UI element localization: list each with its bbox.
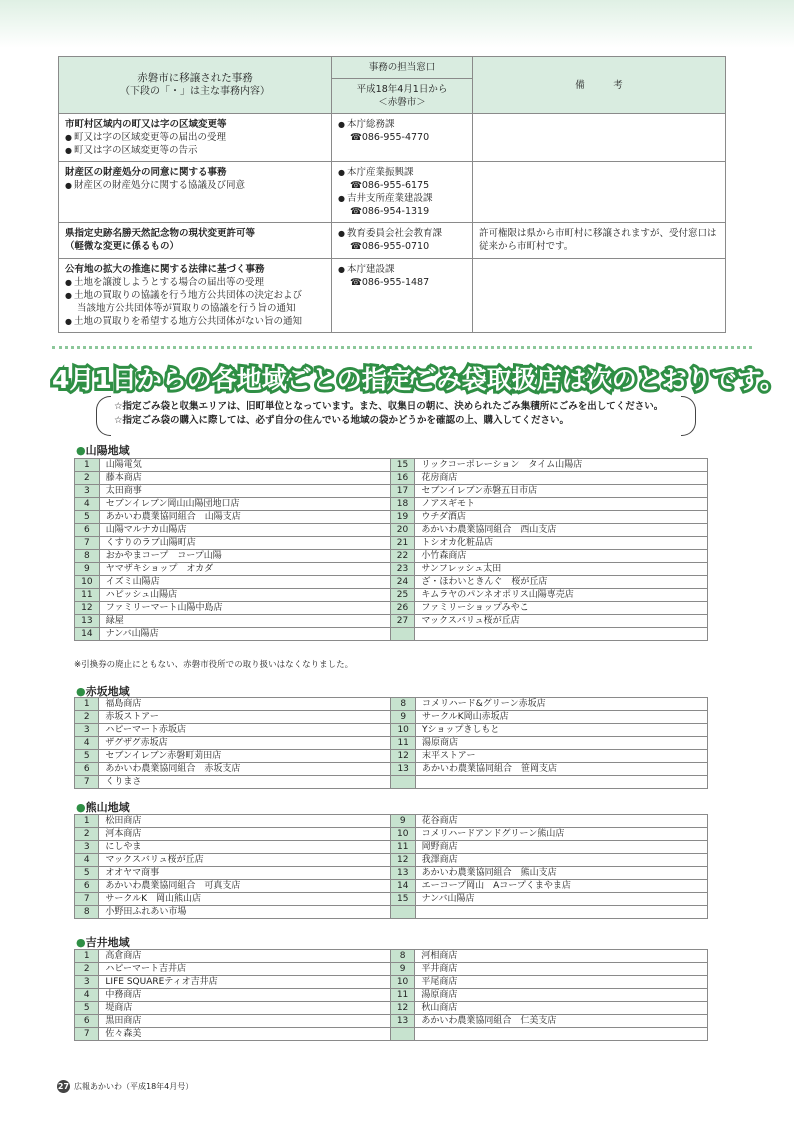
shop-name [416,776,708,789]
shop-name: あかいわ農業協同組合 赤坂支店 [99,763,391,776]
shop-number: 2 [75,472,100,485]
table-row [75,906,708,919]
table-row [75,602,708,615]
shop-number [390,628,415,641]
phone-number: ☎086-955-0710 [350,241,430,252]
shop-number [390,906,415,919]
table-row [75,1002,708,1015]
shop-table [74,697,708,789]
shop-table [74,458,708,641]
shop-name: 山陽電気 [99,459,390,472]
shop-number: 20 [390,524,415,537]
shop-number: 9 [390,815,415,828]
shop-name: コメリハード&グリーン赤坂店 [416,698,708,711]
shop-number: 18 [390,498,415,511]
shop-number: 3 [75,841,99,854]
table-row [75,776,708,789]
table-row [75,841,708,854]
table-row [75,472,708,485]
shop-number: 12 [390,1002,415,1015]
shop-name: 山陽マルナカ山陽店 [99,524,390,537]
shop-name: LIFE SQUAREティオ吉井店 [99,976,390,989]
shop-number: 12 [75,602,100,615]
shop-name: 太田商事 [99,485,390,498]
table-row [75,711,708,724]
footnote: ※引換券の廃止にともない、赤磐市役所での取り扱いはなくなりました。 [74,660,354,670]
table-row [75,1015,708,1028]
shop-number: 3 [75,485,100,498]
shop-number: 11 [391,737,416,750]
shop-name: セブンイレブン赤磐五日市店 [415,485,708,498]
shop-name: 我澤商店 [415,854,707,867]
table-row [75,459,708,472]
shop-name: Yショップきしもと [416,724,708,737]
shop-name: くりまさ [99,776,391,789]
shop-number: 23 [390,563,415,576]
shop-name: 河相商店 [415,950,708,963]
shop-number: 5 [75,867,99,880]
shop-name: 中務商店 [99,989,390,1002]
shop-number: 1 [75,815,99,828]
shop-number: 14 [75,628,100,641]
shop-number: 12 [390,854,415,867]
phone-number: ☎086-955-1487 [350,277,430,288]
page-label: 広報あかいわ（平成18年4月号） [74,1082,194,1091]
phone-number: ☎086-955-4770 [350,132,430,143]
shop-name: 松田商店 [99,815,391,828]
shop-name: マックスバリュ桜が丘店 [99,854,391,867]
shop-number: 9 [391,711,416,724]
table-row [75,511,708,524]
phone-number: ☎086-954-1319 [350,206,430,217]
table-row [75,893,708,906]
table-row [75,524,708,537]
duty-row: 公有地の拡大の推進に関する法律に基づく事務 ● 土地を譲渡しようとする場合の届出等の受理 ● 土地の買取りの協議を行う地方公共団体の決定および 当該地方公共団体等が買取りの協議を行う旨の通知 ● 土地の買取りを希望する地方公共団体がない旨の通知 ● 本庁建設課 ☎086-955-1487 [59,259,726,333]
table-row [75,867,708,880]
col1-header: 赤磐市に移譲された事務 （下段の「・」は主な事務内容） [59,57,332,114]
shop-name: マックスバリュ桜が丘店 [415,615,708,628]
table-row [75,815,708,828]
shop-number: 4 [75,737,99,750]
shop-number: 3 [75,724,99,737]
shop-table [74,949,708,1041]
shop-name: ファミリーマート山陽中島店 [99,602,390,615]
shop-number: 8 [75,906,99,919]
shop-name: あかいわ農業協同組合 可真支店 [99,880,391,893]
shop-number: 19 [390,511,415,524]
shop-name: セブンイレブン岡山山陽団地口店 [99,498,390,511]
shop-name: トシオカ化粧品店 [415,537,708,550]
table-row [75,976,708,989]
shop-number: 7 [75,537,100,550]
shop-number: 2 [75,711,99,724]
shop-number: 13 [390,1015,415,1028]
table-row [75,737,708,750]
shop-number: 13 [75,615,100,628]
table-row [75,615,708,628]
page-headline: 4月1日からの各地域ごとの指定ごみ袋取扱店は次のとおりです。 [52,365,785,394]
shop-number: 5 [75,750,99,763]
shop-number: 16 [390,472,415,485]
shop-name: セブンイレブン赤磐町苅田店 [99,750,391,763]
shop-number [391,776,416,789]
shop-number: 11 [390,841,415,854]
shop-number: 2 [75,963,99,976]
shop-name [415,906,707,919]
shop-number: 6 [75,524,100,537]
shop-name: 緑屋 [99,615,390,628]
table-row [75,698,708,711]
shop-number: 12 [391,750,416,763]
table-row [75,950,708,963]
table-row [75,589,708,602]
shop-number: 10 [391,724,416,737]
shop-name: ナンバ山陽店 [99,628,390,641]
shop-number: 24 [390,576,415,589]
table-row [75,750,708,763]
shop-number: 15 [390,459,415,472]
shop-number: 8 [75,550,100,563]
shop-name [415,628,708,641]
table-row [75,576,708,589]
shop-name: 湯原商店 [415,989,708,1002]
shop-name: エーコープ岡山 Aコープくまやま店 [415,880,707,893]
region-title: ●熊山地域 [76,801,130,814]
phone-number: ☎086-955-6175 [350,180,430,191]
shop-name: 岡野商店 [415,841,707,854]
shop-name: ヤマザキショップ オカダ [99,563,390,576]
shop-name: サークルK 岡山熊山店 [99,893,391,906]
shop-name: あかいわ農業協同組合 仁美支店 [415,1015,708,1028]
shop-number: 10 [75,576,100,589]
table-row [75,485,708,498]
shop-name: 小竹森商店 [415,550,708,563]
shop-name: にしやま [99,841,391,854]
shop-number: 15 [390,893,415,906]
table-row [75,963,708,976]
shop-name: 秋山商店 [415,1002,708,1015]
shop-number: 4 [75,989,99,1002]
shop-number: 6 [75,880,99,893]
shop-name: 湯原商店 [416,737,708,750]
shop-name: キムラヤのパンネオポリス山陽専売店 [415,589,708,602]
shop-number: 22 [390,550,415,563]
shop-name: 佐々森美 [99,1028,390,1041]
shop-number [390,1028,415,1041]
shop-number: 7 [75,1028,99,1041]
table-row [75,828,708,841]
shop-number: 1 [75,459,100,472]
shop-number: 1 [75,698,99,711]
shop-name: あかいわ農業協同組合 笹岡支店 [416,763,708,776]
shop-number: 4 [75,498,100,511]
table-row [75,989,708,1002]
table-row [75,537,708,550]
shop-name [415,1028,708,1041]
region-title: ●赤坂地域 [76,685,130,698]
shop-name: コメリハードアンドグリーン熊山店 [415,828,707,841]
shop-number: 14 [390,880,415,893]
shop-name: くすりのラブ山陽町店 [99,537,390,550]
page-number: 27 [57,1082,70,1091]
shop-number: 5 [75,511,100,524]
shop-number: 25 [390,589,415,602]
duty-row: 財産区の財産処分の同意に関する事務 ● 財産区の財産処分に関する協議及び同意 ● 本庁産業振興課 ☎086-955-6175 ● 吉井支所産業建設課 ☎086-954-1319 [59,162,726,223]
shop-name: ハピッシュ山陽店 [99,589,390,602]
shop-name: 花房商店 [415,472,708,485]
shop-name: あかいわ農業協同組合 熊山支店 [415,867,707,880]
shop-name: ざ・ほわいときんぐ 桜が丘店 [415,576,708,589]
shop-number: 5 [75,1002,99,1015]
shop-number: 26 [390,602,415,615]
shop-number: 6 [75,763,99,776]
shop-number: 3 [75,976,99,989]
shop-name: リックコーポレーション タイム山陽店 [415,459,708,472]
table-row [75,498,708,511]
shop-name: オオヤマ商事 [99,867,391,880]
table-row [75,724,708,737]
shop-number: 7 [75,776,99,789]
shop-number: 4 [75,854,99,867]
table-row [75,763,708,776]
top-band [0,0,794,48]
shop-name: ハピーマート吉井店 [99,963,390,976]
shop-number: 9 [390,963,415,976]
shop-name: あかいわ農業協同組合 西山支店 [415,524,708,537]
shop-name: 赤坂ストアー [99,711,391,724]
shop-name: ファミリーショップみやこ [415,602,708,615]
table-row [75,628,708,641]
duty-row: 市町村区域内の町又は字の区域変更等 ● 町又は字の区域変更等の届出の受理 ● 町又は字の区域変更等の告示 ● 本庁総務課 ☎086-955-4770 [59,114,726,162]
shop-number: 1 [75,950,99,963]
notice-box: ☆指定ごみ袋と収集エリアは、旧町単位となっています。また、収集日の朝に、決められたごみ集積所にごみを出してください。 ☆指定ごみ袋の購入に際しては、必ず自分の住んでいる地域の袋かどうかを確認の上、購入してください。 [96,396,696,436]
shop-number: 10 [390,828,415,841]
shop-number: 13 [390,867,415,880]
shop-number: 2 [75,828,99,841]
shop-number: 11 [75,589,100,602]
shop-name: 堤商店 [99,1002,390,1015]
dotted-divider [52,346,752,349]
region-title: ●山陽地域 [76,444,130,457]
shop-name: ナンバ山陽店 [415,893,707,906]
col2-header: 事務の担当窓口 [332,57,473,79]
shop-number: 10 [390,976,415,989]
region-title: ●吉井地域 [76,936,130,949]
shop-name: おかやまコープ コープ山陽 [99,550,390,563]
shop-name: 河本商店 [99,828,391,841]
shop-number: 6 [75,1015,99,1028]
shop-name: サンフレッシュ太田 [415,563,708,576]
shop-number: 21 [390,537,415,550]
shop-name: サークルK岡山赤坂店 [416,711,708,724]
col3-header: 備 考 [473,57,726,114]
table-row [75,880,708,893]
shop-name: 小野田ふれあい市場 [99,906,391,919]
shop-number: 7 [75,893,99,906]
shop-name: 花谷商店 [415,815,707,828]
shop-number: 9 [75,563,100,576]
shop-name: 平井商店 [415,963,708,976]
shop-number: 27 [390,615,415,628]
transferred-duties-table [58,56,726,333]
col2-subheader: 平成18年4月1日から ＜赤磐市＞ [332,79,473,114]
table-row [75,1028,708,1041]
shop-number: 8 [391,698,416,711]
shop-name: ノアスギモト [415,498,708,511]
shop-name: 黒田商店 [99,1015,390,1028]
shop-name: ウチダ酒店 [415,511,708,524]
table-row [75,550,708,563]
shop-name: ハピーマート赤坂店 [99,724,391,737]
table-row [75,854,708,867]
shop-number: 8 [390,950,415,963]
shop-number: 11 [390,989,415,1002]
duty-row: 県指定史跡名勝天然記念物の現状変更許可等 （軽微な変更に係るもの） ● 教育委員会社会教育課 ☎086-955-0710 許可権限は県から市町村に移譲されますが、受付窓口は従来から市町村です。 [59,223,726,259]
shop-table [74,814,708,919]
shop-name: 末平ストアー [416,750,708,763]
shop-number: 17 [390,485,415,498]
shop-name: 福島商店 [99,698,391,711]
shop-name: 高倉商店 [99,950,390,963]
shop-name: あかいわ農業協同組合 山陽支店 [99,511,390,524]
shop-name: 平尾商店 [415,976,708,989]
shop-name: 藤本商店 [99,472,390,485]
shop-name: イズミ山陽店 [99,576,390,589]
table-row [75,563,708,576]
shop-number: 13 [391,763,416,776]
shop-name: ザグザグ赤坂店 [99,737,391,750]
